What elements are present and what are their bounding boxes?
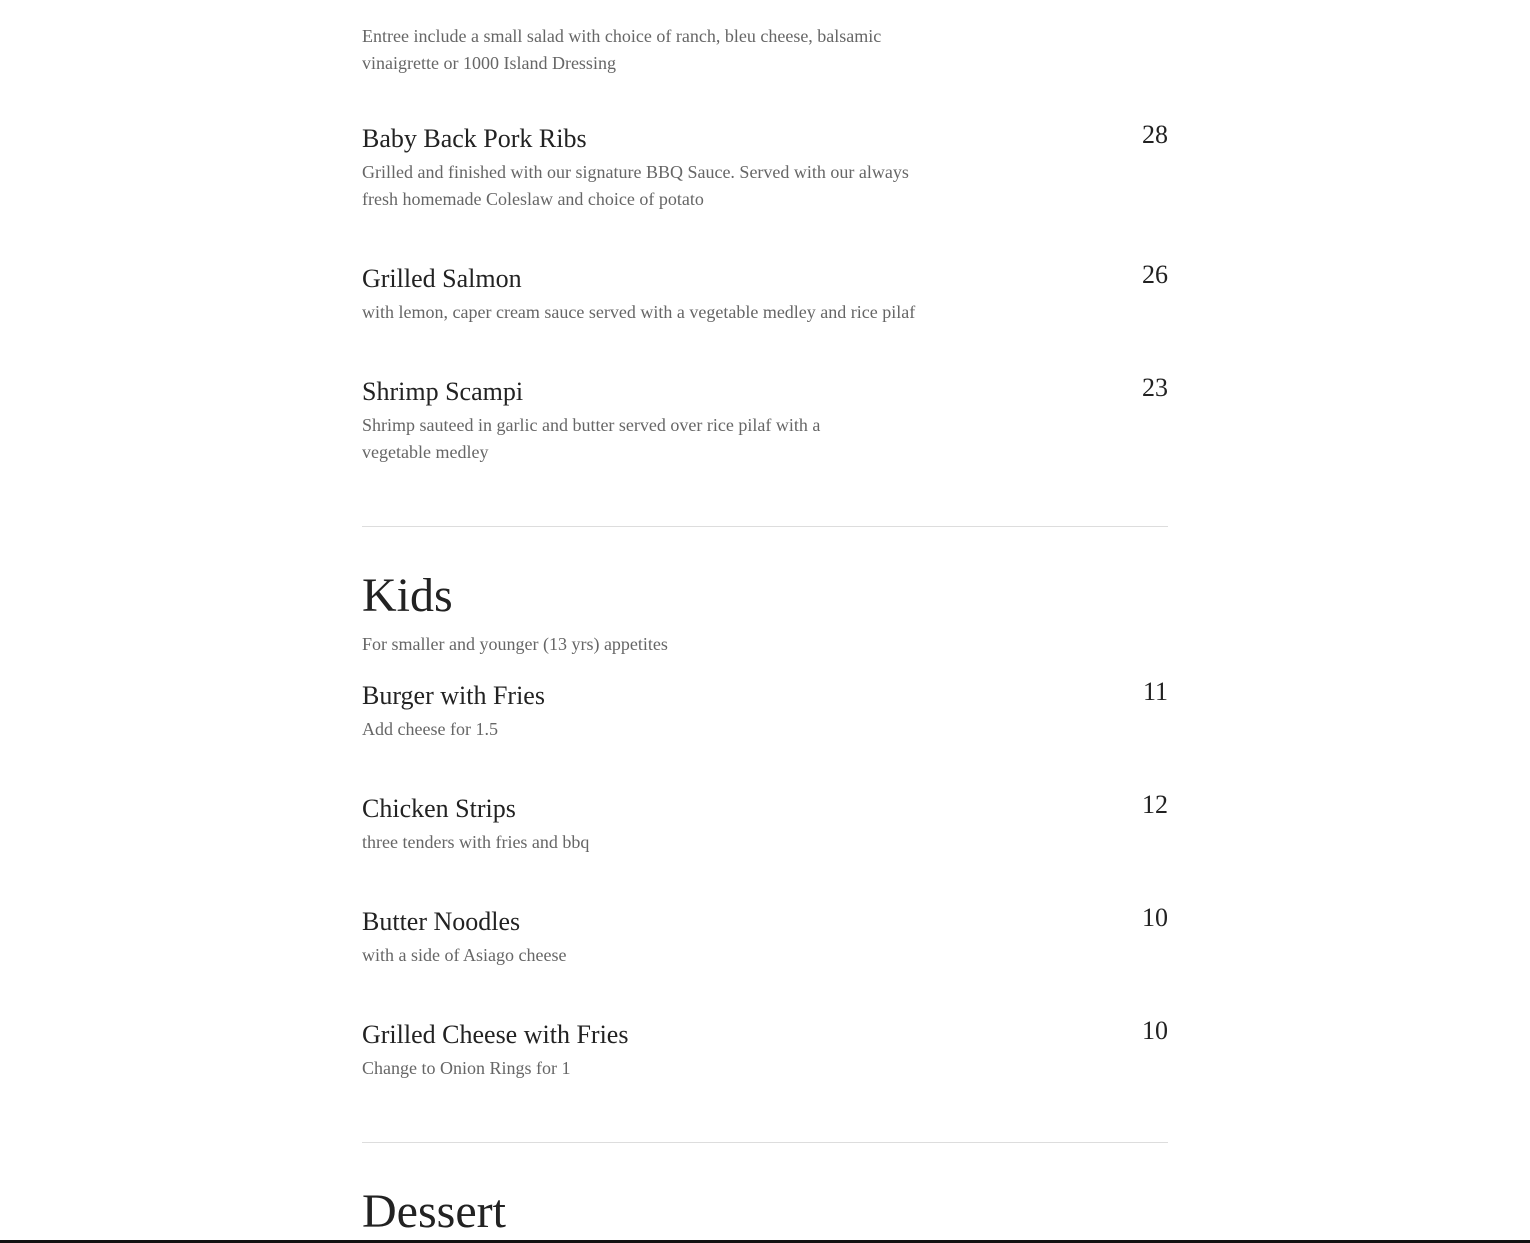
item-description: Add cheese for 1.5: [362, 719, 498, 739]
section-divider: [362, 526, 1168, 527]
menu-item: [362, 1016, 1168, 1082]
item-description: three tenders with fries and bbq: [362, 832, 590, 852]
item-price: 12: [1142, 790, 1168, 819]
item-price: 23: [1142, 373, 1168, 402]
item-name: Grilled Salmon: [362, 264, 522, 293]
item-price: 28: [1142, 120, 1168, 149]
item-name: Shrimp Scampi: [362, 377, 524, 406]
menu-item: [362, 677, 1168, 743]
item-description: with lemon, caper cream sauce served with a vegetable medley and rice pilaf: [362, 302, 916, 322]
item-description: Change to Onion Rings for 1: [362, 1058, 571, 1078]
item-description: Grilled and finished with our signature BBQ Sauce. Served with our always fresh homemade Coleslaw and choice of potato: [362, 162, 909, 209]
item-price: 10: [1142, 903, 1168, 932]
menu-item: [362, 790, 1168, 856]
section-title-dessert: Dessert: [362, 1185, 506, 1238]
section-title-kids: Kids: [362, 569, 453, 622]
entree-note: Entree include a small salad with choice of ranch, bleu cheese, balsamic vinaigrette or 1000 Island Dressing: [362, 26, 882, 73]
item-price: 26: [1142, 260, 1168, 289]
menu-item: [362, 903, 1168, 969]
item-name: Chicken Strips: [362, 794, 516, 823]
item-name: Baby Back Pork Ribs: [362, 124, 587, 153]
item-price: 11: [1142, 677, 1168, 706]
menu-item: [362, 260, 1168, 326]
menu-item: [362, 373, 1168, 466]
menu-item: [362, 120, 1168, 213]
item-description: Shrimp sauteed in garlic and butter served over rice pilaf with a vegetable medley: [362, 415, 821, 462]
item-description: with a side of Asiago cheese: [362, 945, 567, 965]
item-name: Butter Noodles: [362, 907, 521, 936]
section-divider: [362, 1142, 1168, 1143]
item-price: 10: [1142, 1016, 1168, 1045]
section-subtitle-kids: For smaller and younger (13 yrs) appetites: [362, 634, 668, 654]
item-name: Burger with Fries: [362, 681, 545, 710]
item-name: Grilled Cheese with Fries: [362, 1020, 629, 1049]
